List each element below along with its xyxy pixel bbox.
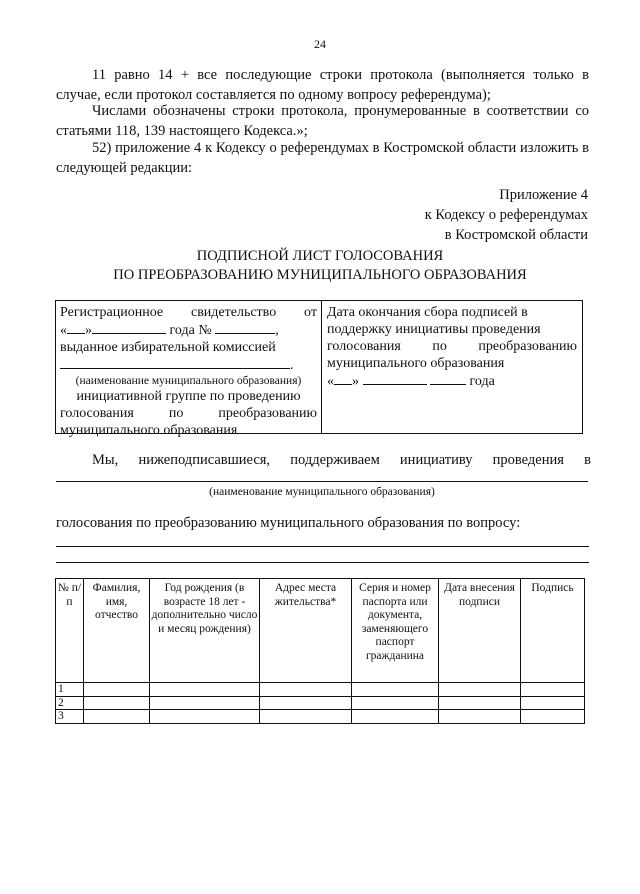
header-info-box: [55, 300, 583, 438]
voting-line: голосования по преобразованию: [60, 406, 317, 421]
table-cell[interactable]: [150, 710, 260, 724]
form-title: [0, 247, 640, 285]
month-blank[interactable]: [92, 321, 166, 334]
commission-name-blank[interactable]: [60, 356, 290, 369]
municipality-caption: (наименование муниципального образования): [75, 375, 302, 387]
table-cell[interactable]: [84, 683, 150, 697]
table-cell[interactable]: [521, 696, 585, 710]
table-cell[interactable]: [84, 696, 150, 710]
table-cell[interactable]: [352, 710, 439, 724]
registration-certificate-cell: [56, 301, 322, 438]
appendix-reference: [425, 185, 588, 245]
issued-by-label: выданное избирательной комиссией: [60, 340, 276, 355]
statement-line: Мы, нижеподписавшиеся, поддерживаем инициативу проведения в: [92, 452, 591, 468]
end-date-line: поддержку инициативы проведения: [327, 322, 541, 337]
table-cell[interactable]: [439, 710, 521, 724]
collection-end-date-cell: [322, 301, 582, 433]
column-header: Адрес места жительства*: [260, 579, 352, 683]
registration-line: Регистрационное свидетельство от: [60, 305, 317, 320]
question-label: голосования по преобразованию муниципального образования по вопросу:: [56, 515, 521, 531]
column-header: № п/п: [56, 579, 84, 683]
row-number: 3: [56, 710, 84, 724]
day-blank[interactable]: [67, 321, 85, 334]
registration-date-number-line: « » года № ,: [60, 323, 279, 338]
table-cell[interactable]: [84, 710, 150, 724]
municipality-caption: (наименование муниципального образования): [209, 486, 435, 498]
table-cell[interactable]: [352, 683, 439, 697]
table-cell[interactable]: [439, 683, 521, 697]
municipality-line: муниципального образования: [60, 423, 238, 438]
appendix-line: Приложение 4: [499, 187, 588, 203]
end-year-blank[interactable]: [430, 372, 466, 385]
end-day-blank[interactable]: [334, 372, 352, 385]
table-cell[interactable]: [150, 683, 260, 697]
end-date-line: муниципального образования: [327, 356, 505, 371]
paragraph-protocol-numbers: Числами обозначены строки протокола, пронумерованные в соответствии со статьями 118, 139 настоящего Кодекса.»;: [56, 103, 589, 139]
end-date-line: голосования по преобразованию: [327, 339, 577, 354]
form-title-line: ПОДПИСНОЙ ЛИСТ ГОЛОСОВАНИЯ: [196, 248, 444, 264]
table-cell[interactable]: [260, 710, 352, 724]
paragraph-protocol-line-11: 11 равно 14 + все последующие строки протокола (выполняется только в случае, если протокол составляется по одному вопросу референдума);: [56, 67, 589, 103]
table-cell[interactable]: [150, 696, 260, 710]
column-header: Дата внесения подписи: [439, 579, 521, 683]
table-cell[interactable]: [352, 696, 439, 710]
paragraph-item-52: 52) приложение 4 к Кодексу о референдумах в Костромской области изложить в следующей редакции:: [56, 140, 589, 176]
table-cell[interactable]: [521, 710, 585, 724]
end-month-blank[interactable]: [363, 372, 427, 385]
column-header: Серия и номер паспорта или документа, заменяющего паспорт гражданина: [352, 579, 439, 683]
column-header: Фамилия, имя, отчество: [84, 579, 150, 683]
table-cell[interactable]: [439, 696, 521, 710]
end-date-line: Дата окончания сбора подписей в: [327, 305, 528, 320]
table-cell[interactable]: [260, 683, 352, 697]
column-header: Год рождения (в возрасте 18 лет - дополнительно число и месяц рождения): [150, 579, 260, 683]
commission-name-line: .: [60, 356, 317, 374]
appendix-line: в Костромской области: [444, 227, 588, 243]
end-date-fill-line: « » года: [327, 374, 495, 389]
table-cell[interactable]: [260, 696, 352, 710]
municipality-fill-line[interactable]: [56, 481, 588, 482]
row-number: 1: [56, 683, 84, 697]
question-fill-line[interactable]: [56, 546, 589, 547]
table-cell[interactable]: [521, 683, 585, 697]
table-row: [56, 710, 585, 724]
form-title-line: ПО ПРЕОБРАЗОВАНИЮ МУНИЦИПАЛЬНОГО ОБРАЗОВАНИЯ: [113, 267, 527, 283]
signatures-table: [55, 578, 585, 724]
table-row: [56, 696, 585, 710]
row-number: 2: [56, 696, 84, 710]
question-fill-line[interactable]: [56, 562, 589, 563]
page-number: 24: [314, 37, 326, 51]
column-header: Подпись: [521, 579, 585, 683]
initiative-group-line: инициативной группе по проведению: [76, 389, 301, 404]
table-header-row: [56, 579, 585, 683]
table-row: [56, 683, 585, 697]
appendix-line: к Кодексу о референдумах: [424, 207, 588, 223]
certificate-number-blank[interactable]: [215, 321, 275, 334]
